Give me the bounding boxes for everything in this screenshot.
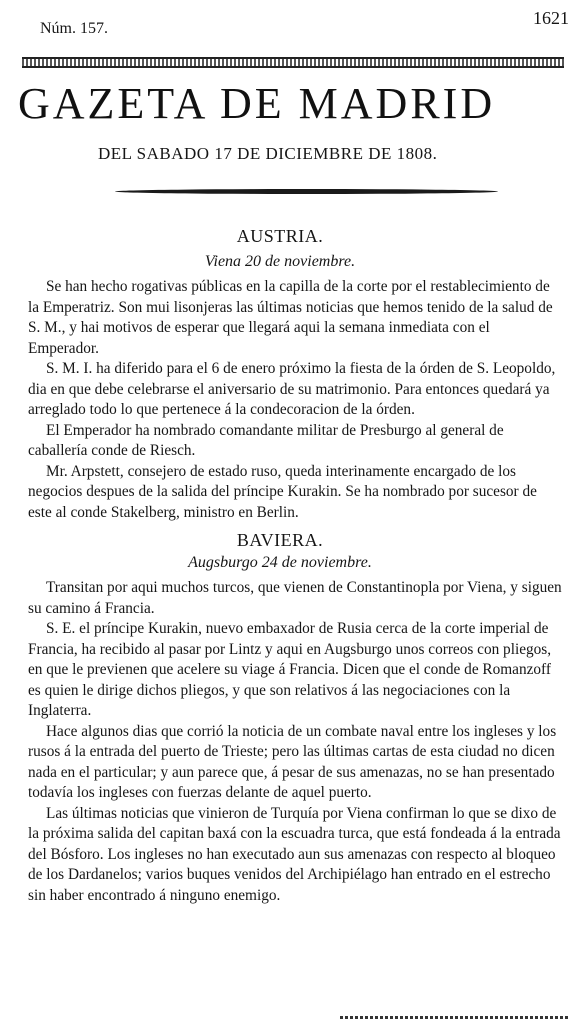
bottom-rule [340,1016,570,1019]
paragraph: Transitan por aqui muchos turcos, que vienen de Constantinopla por Viena, y siguen su camino á Francia. [28,579,562,617]
date-line: DEL SABADO 17 DE DICIEMBRE DE 1808. [98,144,438,163]
divider-rule [115,189,498,194]
section-body-austria [28,277,564,523]
paragraph: Se han hecho rogativas públicas en la capilla de la corte por el restablecimiento de la Emperatriz. Son mui lisonjeras las últimas noticias que hemos tenido de la salud de S. M., y hai motivos de esperar que llegará aqui la semana inmediata con el Emperador. [28,278,553,357]
paragraph: Hace algunos dias que corrió la noticia de un combate naval entre los ingleses y los rusos á la entrada del puerto de Trieste; pero las últimas cartas de esta ciudad no dicen nada en el particular; y aun parece que, á pesar de sus amenazas, no se han presentado todavía los ingleses con fuerzas delante de aquel puerto. [28,722,557,801]
section-dateline-austria: Viena 20 de noviembre. [204,253,356,270]
paragraph: Las últimas noticias que vinieron de Turquía por Viena confirman lo que se dixo de la próxima salida del capitan baxá con la escuadra turca, que está fondeada á la entrada del Bósforo. Los ingleses no han executado aun sus amenazas con respecto al bloqueo de los Dardanelos; varios buques venidos del Archipiélago han entrado en el estrecho sin haber encontrado á ninguno enemigo. [28,804,561,904]
masthead-title: GAZETA DE MADRID [18,79,496,128]
paragraph: El Emperador ha nombrado comandante militar de Presburgo al general de caballería conde de Riesch. [28,421,504,459]
section-heading-baviera: BAVIERA. [236,530,324,550]
section-dateline-baviera: Augsburgo 24 de noviembre. [188,554,372,571]
issue-number: Núm. 157. [40,20,108,37]
paragraph: S. M. I. ha diferido para el 6 de enero próximo la fiesta de la órden de S. Leopoldo, dia en que debe celebrarse el aniversario de su matrimonio. Para entonces quedará ya arreglado todo lo que pertenece á la condecoracion de la órden. [28,360,556,418]
section-body-baviera [28,578,564,906]
page-number: 1621 [533,8,569,28]
paragraph: Mr. Arpstett, consejero de estado ruso, queda interinamente encargado de los negocios despues de la salida del príncipe Kurakin. Se ha nombrado por sucesor de este al conde Stakelberg, ministro en Berlin. [28,462,537,521]
section-heading-austria: AUSTRIA. [236,226,324,246]
top-ornamental-rule [22,57,564,68]
paragraph: S. E. el príncipe Kurakin, nuevo embaxador de Rusia cerca de la corte imperial de Francia, ha recibido al pasar por Lintz y aqui en Augsburgo unos correos con pliegos, en que le previenen que acelere su viage á Francia. Dicen que el conde de Romanzoff es quien le dirige dichos pliegos, y que son relativos á las negociaciones con la Inglaterra. [28,620,552,719]
